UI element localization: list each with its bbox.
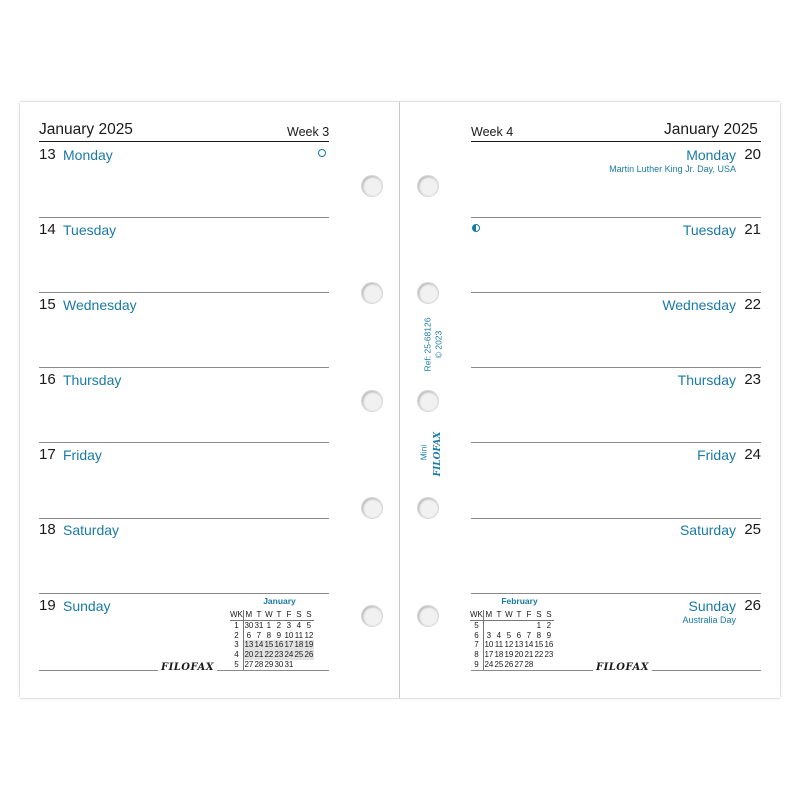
mini-cal-date: 24 [284,650,294,660]
mini-cal-date: 23 [274,650,284,660]
mini-cal-week-number: 4 [230,650,243,660]
mini-cal-date: 26 [504,659,514,669]
mini-cal-date: 27 [244,659,254,669]
day-divider [39,442,329,443]
day-name: Thursday [63,372,122,388]
mini-cal-date: 6 [246,630,252,640]
spine-ref-code: Ref: 25-68126 [422,317,433,372]
mini-cal-date: 8 [266,630,272,640]
mini-cal-date: 12 [304,630,314,640]
mini-cal-date: 5 [306,620,312,630]
mini-cal-header: T [274,610,284,620]
left-week-label: Week 3 [287,125,330,139]
day-name: Monday [63,147,113,163]
day-name: Wednesday [662,297,736,313]
mini-cal-date: 9 [276,630,282,640]
mini-cal-week-number: 9 [470,660,483,670]
mini-calendar-title: January [263,596,296,606]
mini-cal-date: 29 [264,659,274,669]
mini-cal-header: T [494,610,504,620]
day-name: Wednesday [63,297,137,313]
day-divider [471,292,761,293]
spine-size-label: Mini [418,444,429,461]
ring-hole [361,390,383,412]
day-name: Sunday [688,598,736,614]
mini-cal-date: 18 [494,650,504,660]
mini-cal-header: WK [470,610,483,619]
mini-cal-date: 7 [526,630,532,640]
day-name: Tuesday [63,222,117,238]
mini-cal-date: 4 [296,620,302,630]
ring-hole [417,282,439,304]
mini-cal-date: 28 [254,659,264,669]
mini-cal-week-number: 1 [230,620,243,630]
left-page [20,102,400,698]
day-number: 22 [744,296,761,313]
mini-cal-date: 4 [496,630,502,640]
day-name: Sunday [63,598,111,614]
mini-cal-header: M [483,610,494,620]
mini-cal-date [483,620,494,630]
first-quarter-moon-icon [472,224,480,232]
day-divider [39,593,329,594]
filofax-logo: FILOFAX [158,662,217,673]
ring-hole [361,605,383,627]
mini-cal-date: 25 [494,659,504,669]
mini-cal-date: 11 [294,630,304,640]
mini-cal-header: M [243,610,254,620]
mini-cal-date: 27 [514,659,524,669]
mini-calendar-january [230,596,329,669]
mini-cal-date: 13 [244,640,254,650]
mini-cal-date: 24 [484,659,494,669]
left-month-year: January 2025 [39,121,133,138]
mini-cal-week-number: 3 [230,640,243,650]
right-month-year: January 2025 [664,121,758,138]
mini-cal-header: S [294,610,304,620]
mini-cal-date: 31 [254,620,264,630]
mini-cal-date: 14 [254,640,264,650]
mini-cal-week-number: 5 [230,660,243,670]
mini-cal-date: 15 [264,640,274,650]
day-divider [471,367,761,368]
mini-cal-date: 21 [254,650,264,660]
day-divider [39,518,329,519]
mini-cal-week-row-highlighted [230,640,314,650]
mini-calendar-grid [230,610,314,670]
ring-hole [417,497,439,519]
mini-cal-date: 1 [266,620,272,630]
filofax-logo: FILOFAX [593,662,652,673]
mini-cal-date: 20 [244,650,254,660]
day-divider [39,217,329,218]
right-page [400,102,780,698]
mini-cal-date: 30 [244,620,254,630]
mini-cal-date: 10 [484,640,494,650]
mini-cal-date: 1 [536,620,542,630]
day-divider [471,442,761,443]
mini-cal-date: 28 [524,659,534,669]
mini-cal-date: 3 [286,620,292,630]
day-name: Friday [63,447,102,463]
right-week-label: Week 4 [471,125,514,139]
mini-cal-header: S [544,610,554,620]
mini-cal-week-number: 6 [470,631,483,641]
spine-filofax-logo: FILOFAX [433,431,443,477]
mini-cal-week-row [470,631,554,641]
day-number: 13 [39,146,56,163]
mini-cal-week-row [230,660,314,670]
mini-calendar-title: February [501,596,538,606]
mini-cal-week-row [470,640,554,650]
mini-cal-date: 22 [264,650,274,660]
day-number: 14 [39,221,56,238]
mini-cal-date [294,660,304,670]
mini-cal-date: 12 [504,640,514,650]
day-name: Saturday [63,522,120,538]
mini-cal-header: WK [230,610,243,619]
mini-cal-week-number: 8 [470,650,483,660]
day-name: Monday [686,147,736,163]
full-moon-icon [318,149,326,157]
mini-cal-header: S [534,610,544,620]
mini-cal-date: 5 [506,630,512,640]
left-header-rule [39,141,329,142]
mini-calendar-february [470,596,569,669]
mini-cal-date: 2 [546,620,552,630]
mini-cal-date: 13 [514,640,524,650]
mini-cal-date [494,620,504,630]
day-number: 24 [744,446,761,463]
mini-cal-week-number: 5 [470,620,483,630]
mini-cal-date: 10 [284,630,294,640]
mini-cal-date: 20 [514,650,524,660]
mini-cal-header: F [524,610,534,620]
mini-cal-date: 21 [524,650,534,660]
mini-cal-week-row [470,660,554,670]
mini-cal-week-row [230,620,314,630]
day-number: 17 [39,446,56,463]
mini-cal-date: 7 [256,630,262,640]
mini-cal-date: 22 [534,650,544,660]
day-name: Saturday [679,522,736,538]
mini-cal-date: 11 [494,640,504,650]
mini-cal-header: F [284,610,294,620]
mini-cal-date [524,620,534,630]
mini-cal-date: 19 [304,640,314,650]
day-divider [39,292,329,293]
day-number: 18 [39,521,56,538]
day-number: 16 [39,371,56,388]
day-divider [471,593,761,594]
mini-cal-date: 30 [274,659,284,669]
mini-cal-date [514,620,524,630]
mini-calendar-grid [470,610,554,670]
day-divider [471,518,761,519]
day-number: 20 [744,146,761,163]
day-number: 26 [744,597,761,614]
mini-cal-date: 16 [274,640,284,650]
mini-cal-date [304,660,314,670]
mini-cal-week-number: 2 [230,631,243,641]
mini-cal-date: 6 [516,630,522,640]
day-divider [471,217,761,218]
mini-cal-date [504,620,514,630]
mini-cal-week-number: 7 [470,640,483,650]
day-divider [39,367,329,368]
mini-cal-date: 25 [294,650,304,660]
mini-cal-header: T [514,610,524,620]
ring-hole [417,605,439,627]
mini-cal-date: 17 [484,650,494,660]
mini-cal-date: 2 [276,620,282,630]
day-name: Friday [697,447,736,463]
mini-cal-date: 14 [524,640,534,650]
day-number: 19 [39,597,56,614]
ring-hole [417,390,439,412]
mini-cal-date: 19 [504,650,514,660]
mini-cal-date: 3 [486,630,492,640]
mini-cal-date: 15 [534,640,544,650]
ring-hole [361,282,383,304]
holiday-note: Australia Day [682,615,736,625]
mini-cal-header: S [304,610,314,620]
mini-cal-date: 17 [284,640,294,650]
mini-cal-header: T [254,610,264,620]
mini-cal-date: 8 [536,630,542,640]
mini-cal-date: 18 [294,640,304,650]
ring-hole [361,175,383,197]
mini-cal-date: 9 [546,630,552,640]
ring-hole [361,497,383,519]
ring-hole [417,175,439,197]
mini-cal-week-row [230,631,314,641]
day-name: Thursday [677,372,736,388]
mini-cal-date [544,660,554,670]
spine-copyright: © 2023 [433,330,444,359]
right-header-rule [471,141,761,142]
mini-cal-date: 23 [544,650,554,660]
mini-cal-date [534,660,544,670]
mini-cal-week-row [470,650,554,660]
mini-cal-week-row [470,620,554,630]
mini-cal-date: 16 [544,640,554,650]
holiday-note: Martin Luther King Jr. Day, USA [609,164,736,174]
day-number: 21 [744,221,761,238]
day-number: 15 [39,296,56,313]
day-number: 23 [744,371,761,388]
day-number: 25 [744,521,761,538]
mini-cal-week-row-highlighted [230,650,314,660]
mini-cal-header: W [265,610,273,619]
day-name: Tuesday [682,222,736,238]
mini-cal-date: 31 [284,659,294,669]
mini-cal-header: W [505,610,513,619]
mini-cal-date: 26 [304,650,314,660]
